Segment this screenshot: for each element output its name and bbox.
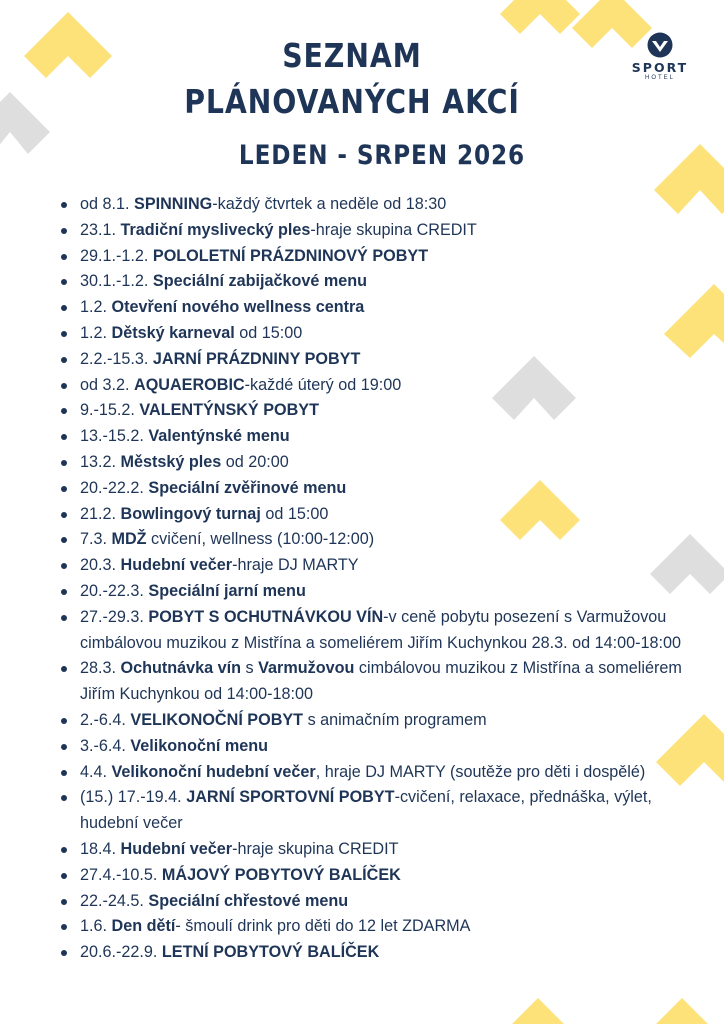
event-item [52, 863, 702, 889]
event-text: 2.2.-15.3. [80, 349, 153, 368]
event-text: 9.-15.2. [80, 401, 140, 420]
event-text: 30.1.-1.2. [80, 272, 153, 291]
event-name: Dětský karneval [111, 323, 235, 342]
event-item [52, 656, 702, 708]
event-text: 13.-15.2. [80, 427, 149, 446]
event-name: JARNÍ PRÁZDNINY POBYT [152, 349, 361, 368]
event-text: 4.4. [80, 762, 112, 781]
event-item [52, 269, 702, 295]
event-item [52, 476, 702, 502]
event-name: Otevření nového wellness centra [111, 298, 365, 317]
event-item [52, 321, 702, 347]
event-item [52, 244, 702, 270]
event-name: Bowlingový turnaj [120, 504, 261, 523]
event-name: Hudební večer [120, 556, 233, 575]
logo-brand: SPORT [631, 60, 689, 75]
event-text: cimbálovou muzikou z Mistřína a someliérem Jiřím Kuchynkou od 14:00-18:00 [80, 659, 682, 704]
event-text: cvičení, wellness (10:00-12:00) [146, 530, 375, 549]
event-text: 28.3. [80, 659, 121, 678]
logo-subtitle: HOTEL [644, 75, 675, 81]
event-text: 20.-22.2. [80, 478, 149, 497]
event-text: 22.-24.5. [80, 891, 149, 910]
event-item [52, 347, 702, 373]
event-item [52, 734, 702, 760]
event-name: Speciální chřestové menu [148, 891, 349, 910]
event-name: POLOLETNÍ PRÁZDNINOVÝ POBYT [152, 246, 429, 265]
event-name: Speciální zabijačkové menu [152, 272, 368, 291]
event-name: Speciální zvěřinové menu [148, 478, 347, 497]
event-name: LETNÍ POBYTOVÝ BALÍČEK [161, 943, 380, 962]
event-text: -hraje skupina CREDIT [310, 220, 477, 239]
event-item [52, 708, 702, 734]
event-item [52, 424, 702, 450]
event-item [52, 760, 702, 786]
event-name: Velikonoční hudební večer [111, 762, 316, 781]
event-item [52, 889, 702, 915]
event-name: JARNÍ SPORTOVNÍ POBYT [186, 788, 395, 807]
event-name: Ochutnávka vín [120, 659, 242, 678]
event-item [52, 837, 702, 863]
event-text: 1.2. [80, 323, 112, 342]
logo-mark-icon [645, 32, 675, 58]
event-text: 29.1.-1.2. [80, 246, 153, 265]
event-text: 1.2. [80, 298, 112, 317]
event-name: MÁJOVÝ POBYTOVÝ BALÍČEK [161, 865, 401, 884]
event-name: Hudební večer [120, 839, 233, 858]
event-item [52, 373, 702, 399]
event-text: 20.6.-22.9. [80, 943, 162, 962]
event-text: 23.1. [80, 220, 121, 239]
event-name: Varmužovou [258, 659, 355, 678]
event-text: s [241, 659, 259, 678]
event-text: 13.2. [80, 452, 121, 471]
event-text: od 15:00 [260, 504, 329, 523]
event-item [52, 785, 702, 837]
event-text: , hraje DJ MARTY (soutěže pro děti i dospělé) [315, 762, 646, 781]
event-text: (15.) 17.-19.4. [80, 788, 187, 807]
event-text: -hraje skupina CREDIT [232, 839, 399, 858]
event-text: 27.4.-10.5. [80, 865, 162, 884]
event-name: VELIKONOČNÍ POBYT [130, 710, 304, 729]
event-item [52, 218, 702, 244]
event-name: AQUAEROBIC [134, 375, 245, 394]
event-name: Speciální jarní menu [148, 581, 306, 600]
event-item [52, 192, 702, 218]
event-text: 7.3. [80, 530, 112, 549]
event-item [52, 502, 702, 528]
event-text: 1.6. [80, 917, 112, 936]
event-item [52, 605, 702, 657]
event-text: - šmoulí drink pro děti do 12 let ZDARMA [175, 917, 471, 936]
event-name: POBYT S OCHUTNÁVKOU VÍN [148, 607, 384, 626]
event-name: Den dětí [111, 917, 176, 936]
hotel-logo [624, 32, 696, 81]
event-item [52, 940, 702, 966]
subtitle: LEDEN - SRPEN 2026 [238, 140, 526, 171]
event-item [52, 295, 702, 321]
event-text: od 15:00 [234, 323, 303, 342]
event-item [52, 398, 702, 424]
event-text: od 8.1. [80, 195, 135, 213]
event-name: Městský ples [120, 452, 222, 471]
event-item [52, 527, 702, 553]
event-name: Valentýnské menu [148, 427, 290, 446]
event-text: s animačním programem [303, 710, 487, 729]
event-item [52, 579, 702, 605]
event-text: -hraje DJ MARTY [232, 556, 359, 575]
event-list [52, 192, 702, 966]
event-name: Velikonoční menu [130, 736, 269, 755]
event-text: 27.-29.3. [80, 607, 149, 626]
event-text: 20.-22.3. [80, 581, 149, 600]
event-text: od 20:00 [221, 452, 289, 471]
event-text: 2.-6.4. [80, 710, 131, 729]
event-text: 20.3. [80, 556, 121, 575]
event-name: Tradiční myslivecký ples [120, 220, 311, 239]
event-text: -v ceně pobytu posezení s Varmužovou cimbálovou muzikou z Mistřína a someliérem Jiřím Kuchynkou 28.3. od 14:00-18:00 [80, 607, 682, 652]
event-text: 21.2. [80, 504, 121, 523]
event-text: -cvičení, relaxace, přednáška, výlet, hudební večer [80, 788, 652, 833]
event-name: VALENTÝNSKÝ POBYT [139, 401, 319, 420]
title-line-2: PLÁNOVANÝCH AKCÍ [184, 82, 520, 121]
event-item [52, 914, 702, 940]
title-line-1: SEZNAM [282, 36, 422, 75]
event-text: 18.4. [80, 839, 121, 858]
event-text: -každé úterý od 19:00 [244, 375, 402, 394]
event-name: MDŽ [111, 530, 147, 549]
event-text: 3.-6.4. [80, 736, 131, 755]
event-name: SPINNING [134, 195, 213, 213]
event-text: od 3.2. [80, 375, 135, 394]
event-item [52, 450, 702, 476]
event-item [52, 553, 702, 579]
event-text: -každý čtvrtek a neděle od 18:30 [212, 195, 447, 213]
